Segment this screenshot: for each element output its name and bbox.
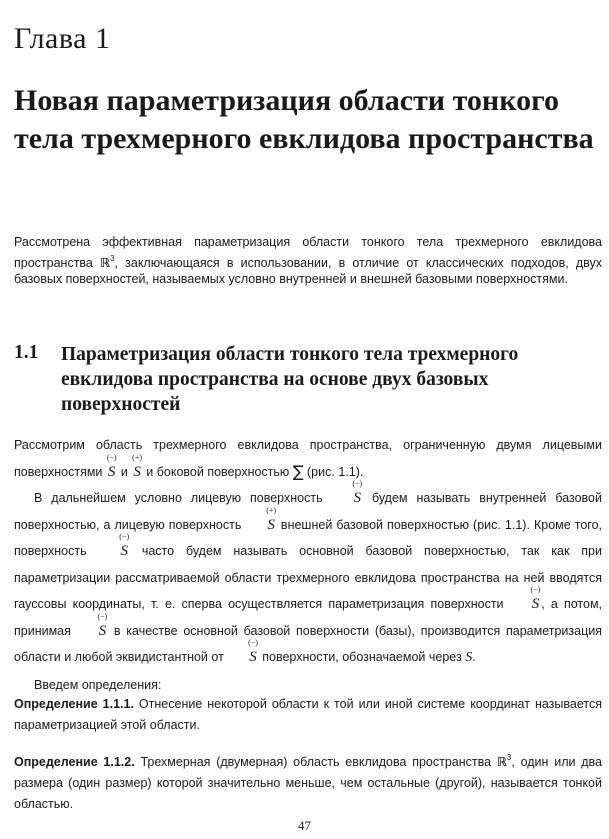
chapter-label: Глава 1 [14, 22, 111, 55]
abstract-text-1: Рассмотрена эффективная параметризация области тонкого тела трехмерного евклидова пространства [14, 235, 602, 270]
page-number: 47 [298, 818, 311, 833]
paragraph-3: Введем определения: [34, 677, 162, 692]
text-run: будем называть внутренней базовой поверхностью, а лицевую поверхность [14, 491, 602, 532]
text-run: (рис. 1.1). [303, 464, 364, 479]
definition-2 [14, 747, 602, 815]
chapter-title: Новая параметризация области тонкого тела трехмерного евклидова пространства [14, 84, 594, 155]
definition-text: , один или два размера (один размер) которой значительно меньше, чем остальные (другой), называется тонкой областью. [14, 755, 602, 811]
abstract-text-2: , заключающаяся в использовании, в отличие от классических подходов, двух базовых поверхностей, называемых условно внутренней и внешней базовыми поверхностями. [14, 255, 602, 286]
symbol-letter: S [98, 622, 107, 639]
text-run: В дальнейшем условно лицевую поверхность [34, 491, 332, 505]
reals-symbol: ℝ [100, 254, 111, 270]
plus-mark: (+) [266, 505, 277, 515]
minus-mark: (−) [119, 532, 130, 541]
superscript: 3 [506, 753, 512, 762]
text-run: часто будем называть основной базовой поверхностью, так как при параметризации рассматриваемой области трехмерного евклидова пространства на ней вводятся гауссовы координаты, т. е. сперва осуществляется параметризация поверхности [14, 544, 602, 611]
text-run: в качестве основной базовой поверхности (базы), производится параметризация области и любой эквидистантной от [14, 623, 602, 664]
symbol-letter: S [120, 543, 128, 559]
inner-surface-symbol [510, 585, 542, 612]
symbol-letter: S [353, 490, 362, 506]
definition-text: Трехмерная (двумерная) область евклидова пространства [134, 755, 497, 769]
section-number: 1.1 [14, 342, 39, 363]
inner-surface-symbol [77, 611, 109, 639]
inner-surface-symbol [98, 532, 130, 559]
definition-text: Отнесение некоторой области к той или иной системе координат называется параметризацией этой области. [14, 697, 602, 732]
outer-surface-symbol [245, 505, 277, 533]
inner-surface-symbol [106, 452, 118, 480]
lateral-surface-symbol: ∑ [292, 461, 304, 481]
symbol-letter: S [133, 463, 141, 480]
text-run: Рассмотрим область трехмерного евклидова пространства, ограниченную двумя лицевыми поверхностями [14, 438, 602, 479]
symbol-letter: S [249, 649, 257, 665]
text-run: внешней базовой поверхностью (рис. 1.1). Кроме того, поверхность [14, 517, 603, 558]
outer-surface-symbol [131, 452, 143, 480]
paragraph-2 [14, 479, 603, 672]
symbol-letter: S [531, 596, 540, 612]
minus-mark: (−) [248, 638, 258, 647]
plus-mark: (+) [132, 452, 142, 462]
text-run: и [117, 464, 132, 479]
text-run: . [472, 650, 476, 664]
minus-mark: (−) [530, 585, 541, 594]
text-run: и боковой поверхностью [142, 464, 293, 479]
definition-1 [14, 694, 602, 736]
section-title: Параметризация области тонкого тела трехмерного евклидова пространства на основе двух базовых поверхностей [61, 344, 519, 415]
definition-label: Определение 1.1.1. [14, 697, 134, 711]
minus-mark: (−) [97, 611, 108, 621]
equidistant-surface-symbol: S [465, 650, 473, 665]
reals-symbol: ℝ [496, 754, 507, 769]
superscript: 3 [110, 253, 115, 263]
symbol-letter: S [267, 516, 275, 533]
paragraph-1 [14, 432, 602, 485]
inner-surface-symbol [227, 638, 259, 665]
minus-mark: (−) [352, 479, 363, 488]
symbol-letter: S [107, 463, 116, 480]
section-body [14, 432, 602, 698]
definition-label: Определение 1.1.2. [14, 755, 135, 769]
definitions-block [14, 694, 602, 826]
text-run: поверхности, обозначаемой через [258, 650, 466, 664]
minus-mark: (−) [106, 452, 117, 462]
text-run: , а потом, принимая [14, 597, 603, 638]
chapter-abstract [14, 234, 602, 288]
inner-surface-symbol [332, 479, 364, 506]
